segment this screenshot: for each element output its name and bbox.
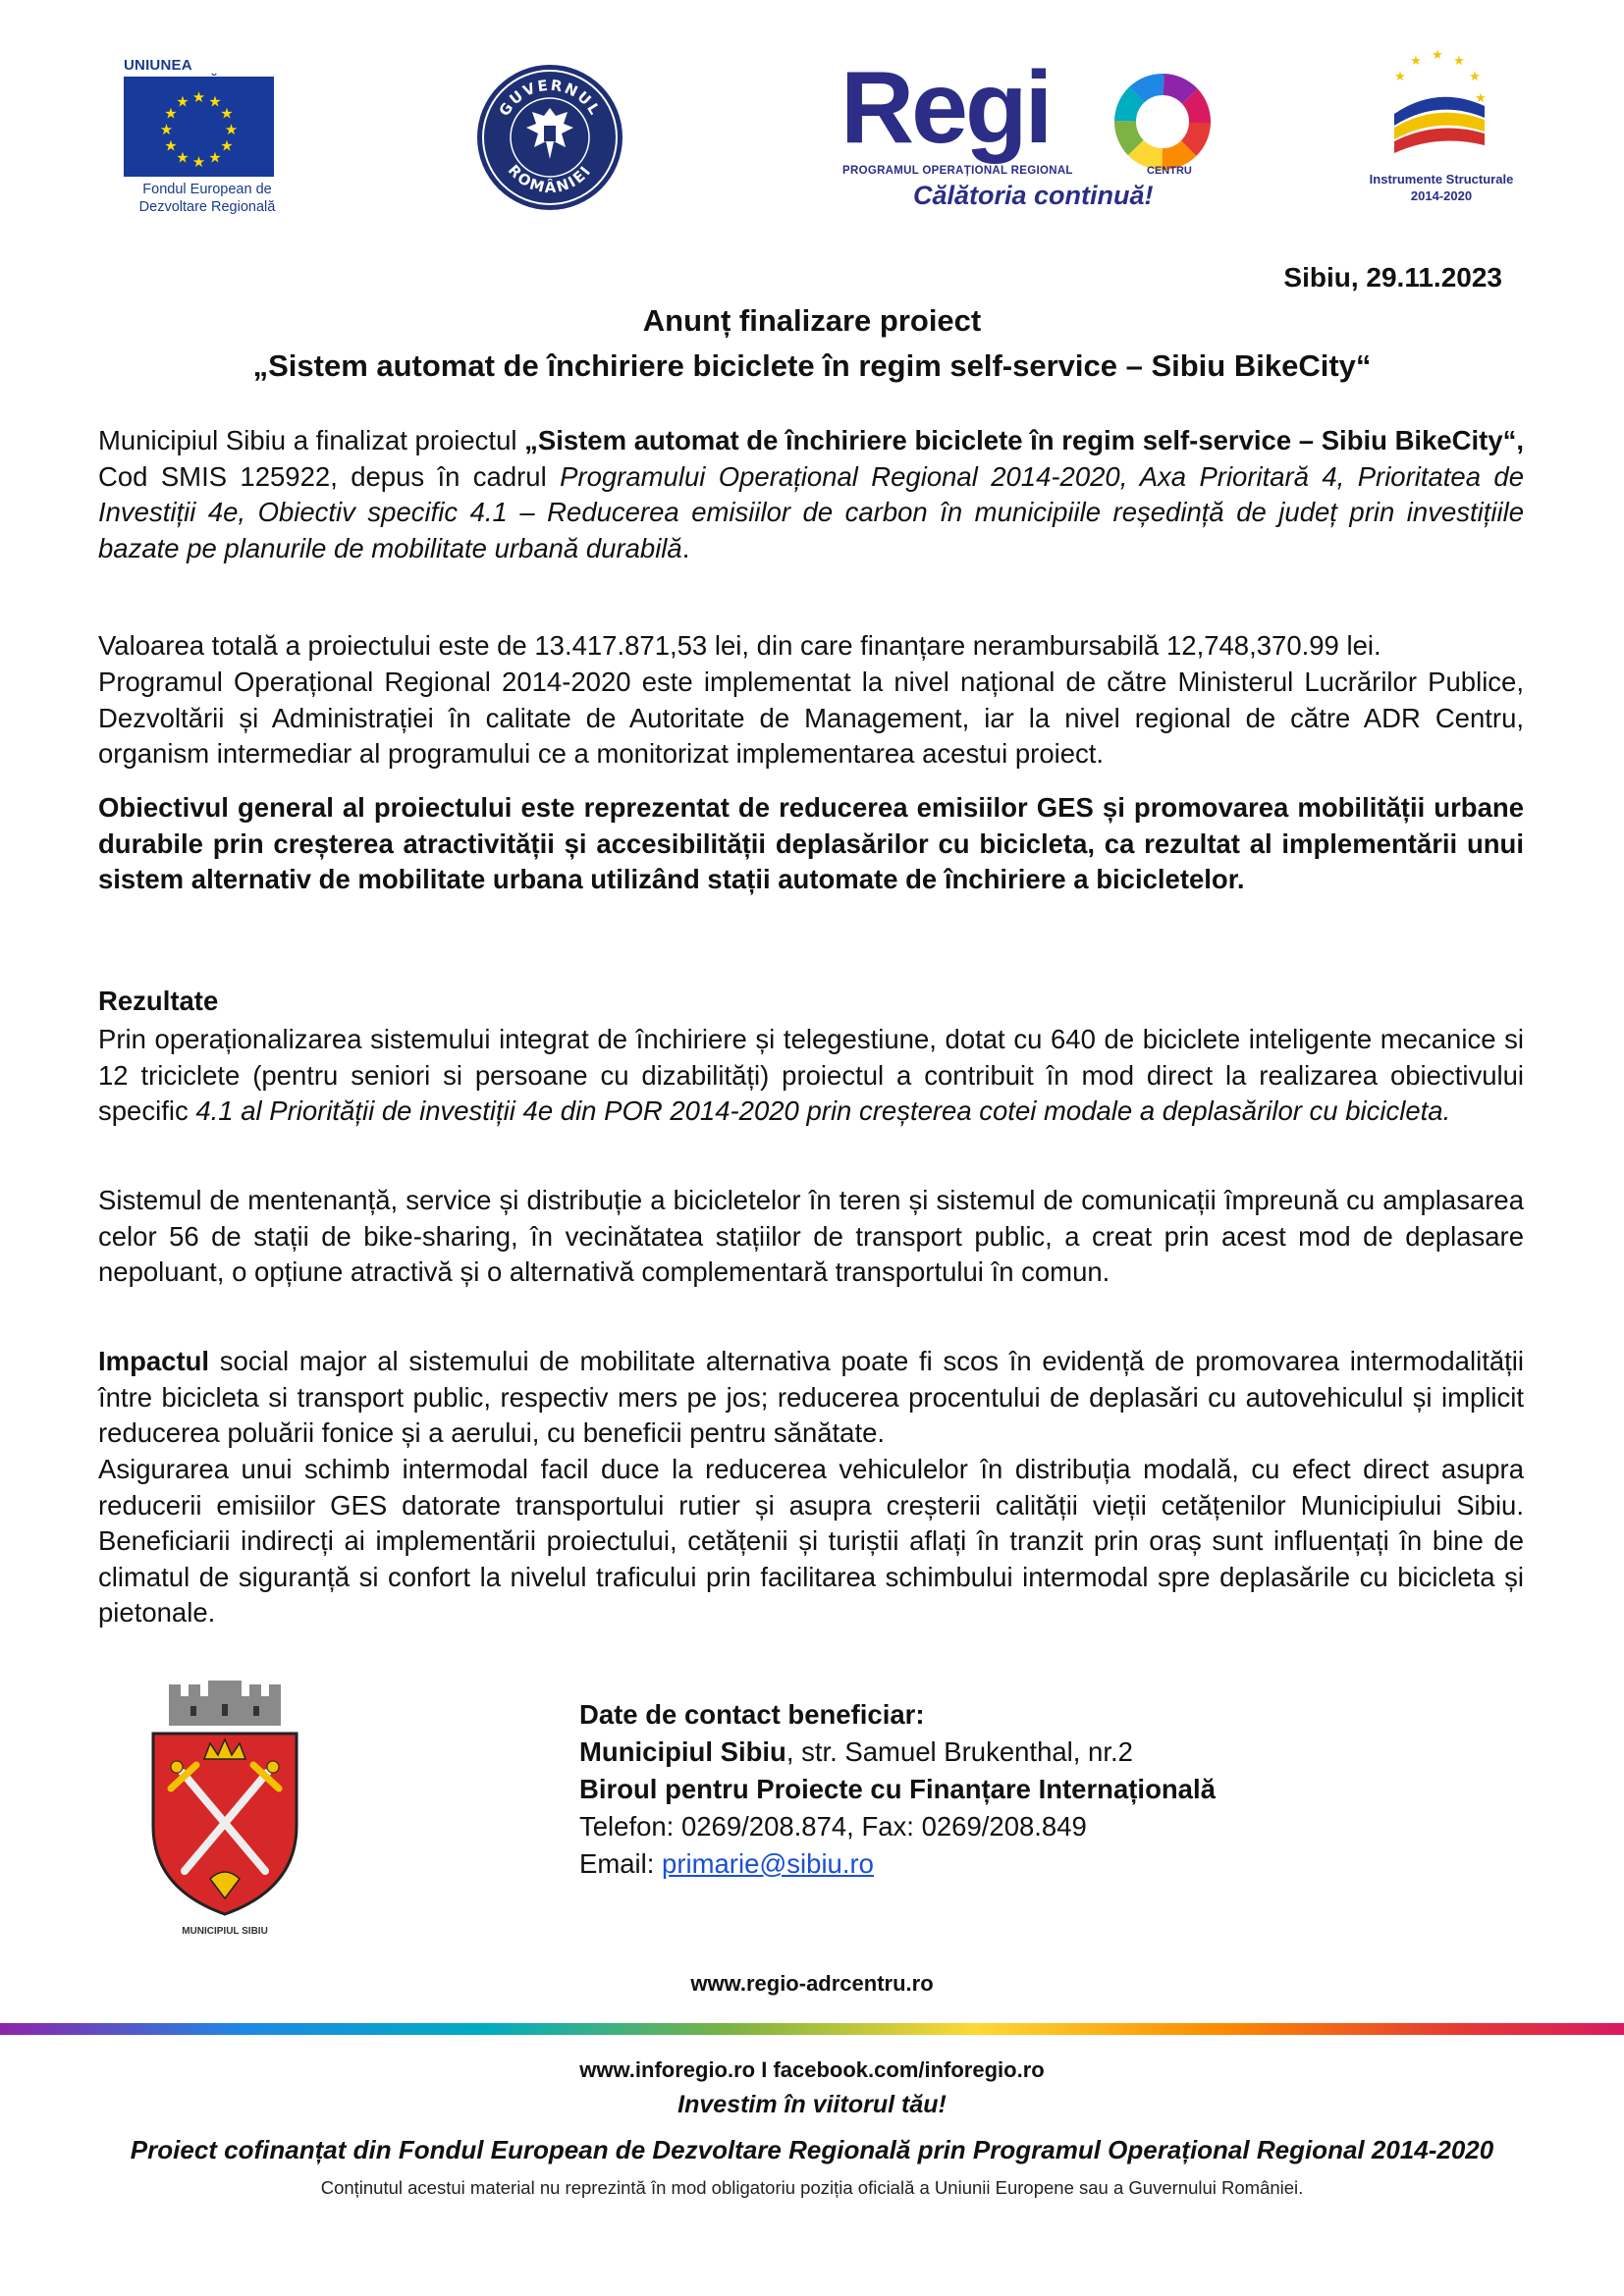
coat-of-arms-caption: MUNICIPIUL SIBIU bbox=[182, 1926, 268, 1937]
regio-wordmark: Regi bbox=[840, 51, 1051, 165]
footer-links[interactable]: www.inforegio.ro I facebook.com/inforegio.ro bbox=[579, 2057, 1045, 2082]
svg-text:★: ★ bbox=[176, 148, 189, 167]
gov-seal-top-text: GUVERNUL bbox=[495, 76, 605, 120]
contact-block bbox=[579, 1696, 1216, 1883]
footer-slogan: Investim în viitorul tău! bbox=[677, 2091, 947, 2118]
contact-address bbox=[579, 1734, 1216, 1771]
svg-text:★: ★ bbox=[164, 104, 178, 123]
intro-paragraph bbox=[98, 423, 1524, 566]
contact-email-line bbox=[579, 1845, 1216, 1883]
intro-program-reference: Programului Operațional Regional 2014-2020, Axa Prioritară 4, Prioritatea de Investiții 4e, Obiectiv specific 4.1 – Reducerea emisiilor de carbon în municipiile reședință de județ prin investițiile bazate pe planurile de mobilitate urbană durabilă bbox=[98, 460, 1524, 563]
impact-paragraph bbox=[98, 1344, 1524, 1452]
structural-instruments-caption bbox=[1345, 171, 1538, 204]
intermodal-paragraph: Asigurarea unui schimb intermodal facil duce la reducerea vehiculelor în distribuția modală, cu efect direct asupra reducerii emisiilor GES datorate transportului rutier și asupra creșterii calității vieții cetățenilor Municipiului Sibiu. Beneficiarii indirecți ai implementării proiectului, cetățenii și turiștii aflați în tranzit prin oraș sunt influențați în bine de climatul de siguranță si confort la nivelul traficului prin facilitarea schimbului intermodal spre deplasările cu bicicleta și pietonale. bbox=[98, 1454, 1524, 1628]
svg-text:★: ★ bbox=[1432, 48, 1443, 63]
intro-text-c: Cod SMIS 125922, depus în cadrul bbox=[98, 460, 561, 492]
sibiu-coat-of-arms bbox=[132, 1679, 318, 1926]
svg-text:★: ★ bbox=[208, 148, 222, 167]
svg-text:★: ★ bbox=[220, 136, 234, 155]
svg-text:★: ★ bbox=[208, 92, 222, 111]
regio-tagline: Călătoria continuă! bbox=[913, 181, 1154, 210]
value-paragraph: Valoarea totală a proiectului este de 13.417.871,53 lei, din care finanțare nerambursabilă 12,748,370.99 lei. bbox=[98, 630, 1381, 661]
document-date: Sibiu, 29.11.2023 bbox=[1283, 262, 1502, 293]
svg-text:★: ★ bbox=[164, 136, 178, 155]
project-title: „Sistem automat de închiriere biciclete în regim self-service – Sibiu BikeCity“ bbox=[252, 348, 1372, 383]
svg-text:★: ★ bbox=[224, 121, 239, 138]
svg-text:★: ★ bbox=[159, 121, 174, 138]
eu-caption bbox=[124, 181, 291, 216]
intro-project-name: „Sistem automat de închiriere biciclete în regim self-service – Sibiu BikeCity“, bbox=[524, 425, 1524, 455]
contact-heading: Date de contact beneficiar: bbox=[579, 1699, 925, 1730]
svg-text:★: ★ bbox=[1475, 91, 1487, 106]
program-paragraph: Programul Operațional Regional 2014-2020 este implementat la nivel național de către Ministerul Lucrărilor Publice, Dezvoltării și Administrației în calitate de Autoritate de Management, iar la nivel regional de către ADR Centru, organism intermediar al programului ce a monitorizat implementarea acestui proiect. bbox=[98, 667, 1524, 769]
svg-text:★: ★ bbox=[1410, 54, 1422, 69]
svg-text:★: ★ bbox=[1394, 70, 1406, 84]
results-text: Prin operaționalizarea sistemului integrat de închiriere și telegestiune, dotat cu 640 de biciclete inteligente mecanice si 12 triciclete (pentru seniori si persoane cu dizabilități) proiectul a contribuit în mod direct la realizarea obiectivului specific bbox=[98, 1024, 1524, 1126]
results-paragraph bbox=[98, 1022, 1524, 1130]
intro-text-a: Municipiul Sibiu a finalizat proiectul bbox=[98, 425, 525, 455]
svg-text:★: ★ bbox=[220, 104, 234, 123]
eu-label: UNIUNEA bbox=[124, 57, 192, 74]
contact-street: , str. Samuel Brukenthal, nr.2 bbox=[785, 1736, 1133, 1767]
footer-regio-website[interactable]: www.regio-adrcentru.ro bbox=[690, 1971, 934, 1996]
svg-text:★: ★ bbox=[1453, 54, 1465, 69]
eu-flag-logo bbox=[124, 77, 274, 177]
contact-email-link[interactable]: primarie@sibiu.ro bbox=[662, 1848, 874, 1879]
svg-text:★: ★ bbox=[1469, 70, 1481, 84]
contact-organization: Municipiul Sibiu bbox=[579, 1736, 786, 1767]
regio-subtitle-centru: CENTRU bbox=[1147, 165, 1192, 177]
contact-phone: Telefon: 0269/208.874, Fax: 0269/208.849 bbox=[579, 1811, 1087, 1842]
footer-rainbow-bar bbox=[0, 2022, 1624, 2034]
footer-disclaimer: Conținutul acestui material nu reprezintă în mod obligatoriu poziția oficială a Uniunii Europene sau a Guvernului României. bbox=[320, 2177, 1304, 2198]
document-title: Anunț finalizare proiect bbox=[642, 303, 982, 338]
results-heading: Rezultate bbox=[98, 986, 219, 1016]
is-caption-line-1: Instrumente Structurale bbox=[1369, 172, 1514, 187]
impact-text: social major al sistemului de mobilitate alternativa poate fi scos în evidență de promovarea intermodalității între bicicleta si transport public, respectiv mers pe jos; reducerea procentului de deplasări cu autovehiculul și implicit reducerea poluării fonice și a aerului, cu beneficii pentru sănătate. bbox=[98, 1346, 1524, 1448]
is-caption-line-2: 2014-2020 bbox=[1410, 188, 1473, 203]
maintenance-paragraph: Sistemul de mentenanță, service și distribuție a bicicletelor în teren și sistemul de comunicații împreună cu amplasarea celor 56 de stații de bike-sharing, în vecinătatea stațiilor de transport public, a creat prin acest mod de deplasare nepoluant, o opțiune atractivă și o alternativă complementară transportului în comun. bbox=[98, 1185, 1524, 1287]
structural-instruments-logo bbox=[1377, 45, 1498, 167]
regio-subtitle: PROGRAMUL OPERAȚIONAL REGIONAL bbox=[842, 165, 1073, 177]
svg-text:★: ★ bbox=[176, 92, 189, 111]
government-seal-logo bbox=[475, 63, 624, 212]
svg-text:★: ★ bbox=[191, 153, 206, 171]
intro-text-e: . bbox=[681, 532, 690, 563]
impact-keyword: Impactul bbox=[98, 1346, 210, 1376]
contact-email-label: Email: bbox=[579, 1848, 663, 1879]
contact-office: Biroul pentru Proiecte cu Finanțare Internațională bbox=[579, 1774, 1216, 1804]
objective-paragraph: Obiectivul general al proiectului este reprezentat de reducerea emisiilor GES și promovarea mobilității urbane durabile prin creșterea atractivității și accesibilității deplasărilor cu bicicleta, ca rezultat al implementării unui sistem alternativ de mobilitate urbana utilizând stații automate de închiriere a bicicletelor. bbox=[98, 792, 1524, 894]
eu-caption-line-1: Fondul European de bbox=[142, 182, 272, 197]
eu-caption-line-2: Dezvoltare Regională bbox=[138, 199, 276, 215]
svg-text:★: ★ bbox=[191, 88, 206, 106]
gov-seal-bottom-text: ROMÂNIEI bbox=[504, 161, 596, 197]
regio-color-ring-icon bbox=[1110, 69, 1216, 175]
footer-cofinance-statement: Proiect cofinanțat din Fondul European de Dezvoltare Regională prin Programul Operațional Regional 2014-2020 bbox=[130, 2135, 1494, 2164]
results-objective-reference: 4.1 al Priorității de investiții 4e din POR 2014-2020 prin creșterea cotei modale a deplasărilor cu bicicleta. bbox=[195, 1095, 1451, 1126]
